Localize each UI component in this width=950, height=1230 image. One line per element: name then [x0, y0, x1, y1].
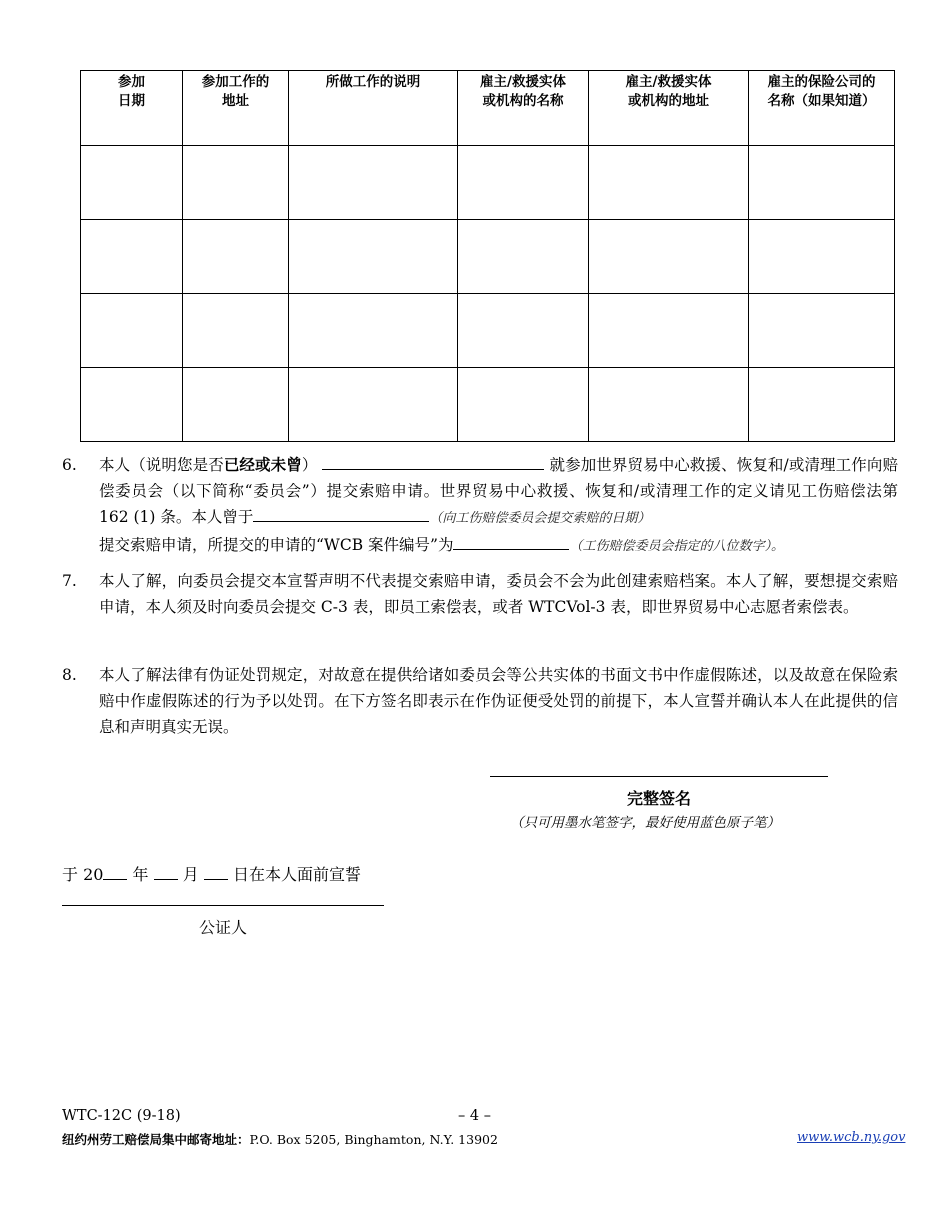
sworn-month-field[interactable]	[154, 865, 178, 880]
signature-note: （只可用墨水笔签字，最好使用蓝色原子笔）	[510, 815, 780, 831]
wcb-case-number-field[interactable]	[453, 535, 569, 550]
wcb-case-number-hint: （工伤赔偿委员会指定的八位数字）。	[569, 539, 784, 554]
table-cell[interactable]	[749, 294, 895, 368]
table-cell[interactable]	[458, 146, 589, 220]
claim-status-field[interactable]	[322, 455, 544, 470]
item-7: 7. 本人了解，向委员会提交本宣誓声明不代表提交索赔申请，委员会不会为此创建索赔档案。本人了解，要想提交索赔申请，本人须及时向委员会提交 C-3 表，即员工索偿表，或者 WTCVol-3 表，即世界贸易中心志愿者索偿表。	[62, 568, 898, 620]
page-number: – 4 –	[458, 1108, 491, 1124]
table-cell[interactable]	[183, 220, 289, 294]
table-cell[interactable]	[458, 294, 589, 368]
notary-label: 公证人	[198, 918, 247, 937]
mailing-address: 纽约州劳工赔偿局集中邮寄地址：P.O. Box 5205, Binghamton, N.Y. 13902	[62, 1132, 498, 1147]
table-row	[81, 294, 895, 368]
table-cell[interactable]	[749, 368, 895, 442]
header-work-address	[183, 71, 289, 146]
table-header-row	[81, 71, 895, 146]
notary-signature-line[interactable]	[62, 905, 384, 906]
table-cell[interactable]	[458, 220, 589, 294]
table-cell[interactable]	[289, 368, 458, 442]
table-cell[interactable]	[289, 294, 458, 368]
table-cell[interactable]	[289, 146, 458, 220]
table-cell[interactable]	[749, 220, 895, 294]
form-id: WTC-12C (9-18)	[62, 1108, 181, 1124]
table-row	[81, 146, 895, 220]
table-cell[interactable]	[589, 146, 749, 220]
header-employer-name	[458, 71, 589, 146]
header-insurer-name	[749, 71, 895, 146]
sworn-day-field[interactable]	[204, 865, 228, 880]
table-cell[interactable]	[81, 146, 183, 220]
item-8-number: 8.	[62, 666, 77, 684]
signature-label: 完整签名	[626, 789, 691, 808]
table-row	[81, 368, 895, 442]
work-history-table	[80, 70, 894, 442]
website-link[interactable]: www.wcb.ny.gov	[797, 1130, 906, 1145]
header-date	[81, 71, 183, 146]
item-8: 8. 本人了解法律有伪证处罚规定，对故意在提供给诸如委员会等公共实体的书面文书中作虚假陈述，以及故意在保险索赔中作虚假陈述的行为予以处罚。在下方签名即表示在作伪证便受处罚的前提下，本人宣誓并确认本人在此提供的信息和声明真实无误。	[62, 662, 898, 740]
header-text: 雇主的保险公司的 名称（如果知道）	[767, 74, 876, 109]
table-cell[interactable]	[589, 294, 749, 368]
table-row	[81, 220, 895, 294]
table-cell[interactable]	[749, 146, 895, 220]
header-employer-address	[589, 71, 749, 146]
table-cell[interactable]	[589, 368, 749, 442]
item-6: 6. 本人（说明您是否已经或未曾） 就参加世界贸易中心救援、恢复和/或清理工作向赔偿委员会（以下简称“委员会”）提交索赔申请。世界贸易中心救援、恢复和/或清理工作的定义请见工伤赔偿法第 162 (1) 条。本人曾于 （向工伤赔偿委员会提交索赔的日期） 提交索赔申请，所提交的申请的“WCB 案件编号”为 （工伤赔偿委员会指定的八位数字）。	[62, 452, 898, 560]
table-cell[interactable]	[81, 220, 183, 294]
header-text: 参加工作的 地址	[201, 74, 270, 109]
claim-date-hint: （向工伤赔偿委员会提交索赔的日期）	[429, 511, 651, 526]
header-text: 参加 日期	[118, 74, 145, 109]
item-7-number: 7.	[62, 572, 77, 590]
item-6-number: 6.	[62, 456, 77, 474]
claim-date-field[interactable]	[253, 507, 429, 522]
header-text: 雇主/救援实体 或机构的地址	[625, 74, 712, 109]
signature-line[interactable]	[490, 776, 828, 777]
table-cell[interactable]	[183, 146, 289, 220]
sworn-date-line: 于 20 年 月 日在本人面前宣誓	[62, 865, 361, 884]
table-cell[interactable]	[458, 368, 589, 442]
table-cell[interactable]	[81, 294, 183, 368]
table-cell[interactable]	[183, 368, 289, 442]
table-cell[interactable]	[81, 368, 183, 442]
header-work-description	[289, 71, 458, 146]
table-cell[interactable]	[289, 220, 458, 294]
table-cell[interactable]	[589, 220, 749, 294]
table-cell[interactable]	[183, 294, 289, 368]
header-text: 雇主/救援实体 或机构的名称	[480, 74, 566, 109]
header-text: 所做工作的说明	[325, 74, 421, 90]
sworn-year-field[interactable]	[103, 865, 127, 880]
